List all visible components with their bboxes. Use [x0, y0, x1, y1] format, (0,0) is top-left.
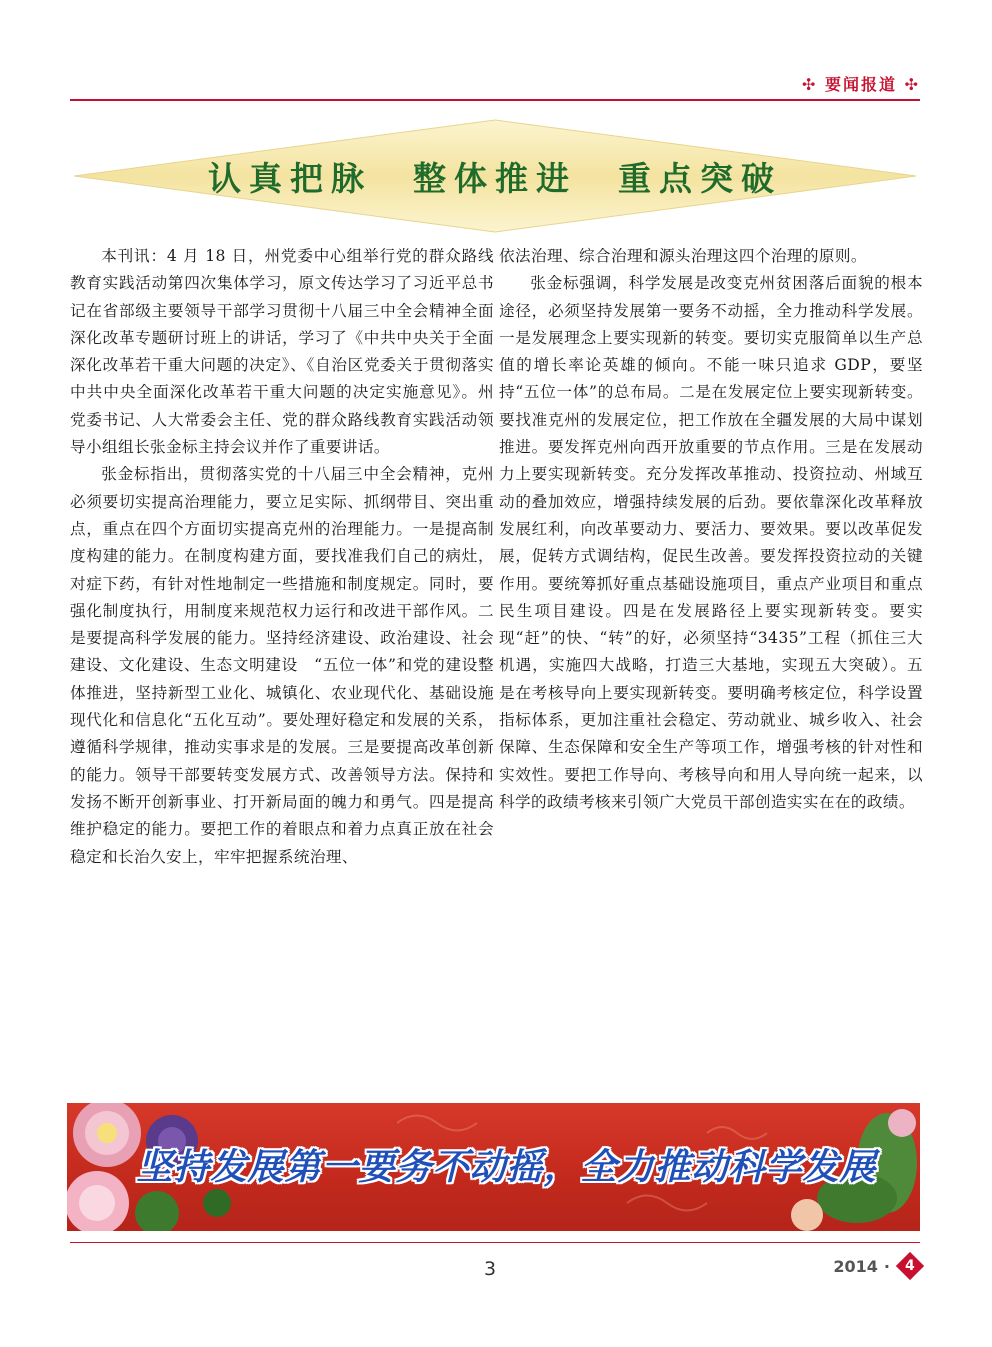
article-column-left	[70, 243, 494, 871]
page-number: 3	[484, 1258, 497, 1280]
issue-badge	[896, 1252, 924, 1280]
article-title: 认真把脉 整体推进 重点突破	[208, 158, 782, 198]
header-rule	[70, 99, 920, 101]
slogan-banner	[67, 1103, 920, 1231]
article-paragraph: 张金标指出，贯彻落实党的十八届三中全会精神，克州必须要切实提高治理能力，要立足实际、抓纲带目、突出重点，重点在四个方面切实提高克州的治理能力。一是提高制度构建的能力。在制度构建方面，要找准我们自己的病灶，对症下药，有针对性地制定一些措施和制度规定。同时，要强化制度执行，用制度来规范权力运行和改进干部作风。二是要提高科学发展的能力。坚持经济建设、政治建设、社会建设、文化建设、生态文明建设 “五位一体”和党的建设整体推进，坚持新型工业化、城镇化、农业现代化、基础设施现代化和信息化“五化互动”。要处理好稳定和发展的关系，遵循科学规律，推动实事求是的发展。三是要提高改革创新的能力。领导干部要转变发展方式、改善领导方法。保持和发扬不断开创新事业、打开新局面的魄力和勇气。四是提高维护稳定的能力。要把工作的着眼点和着力点真正放在社会稳定和长治久安上，牢牢把握系统治理、	[70, 465, 494, 866]
issue-separator: ·	[883, 1256, 890, 1276]
footer-rule	[70, 1242, 920, 1243]
article-paragraph: 张金标强调，科学发展是改变克州贫困落后面貌的根本途径，必须坚持发展第一要务不动摇，全力推动科学发展。一是发展理念上要实现新的转变。要切实克服简单以生产总值的增长率论英雄的倾向。不能一味只追求 GDP，要坚持“五位一体”的总布局。二是在发展定位上要实现新转变。要找准克州的发展定位，把工作放在全疆发展的大局中谋划推进。要发挥克州向西开放重要的节点作用。三是在发展动力上要实现新转变。充分发挥改革推动、投资拉动、州域互动的叠加效应，增强持续发展的后劲。要依靠深化改革释放发展红利，向改革要动力、要活力、要效果。要以改革促发展，促转方式调结构，促民生改善。要发挥投资拉动的关键作用。要统筹抓好重点基础设施项目，重点产业项目和重点民生项目建设。四是在发展路径上要实现新转变。要实现“赶”的快、“转”的好，必须坚持“3435”工程（抓住三大机遇，实施四大战略，打造三大基地，实现五大突破）。五是在考核导向上要实现新转变。要明确考核定位，科学设置指标体系，更加注重社会稳定、劳动就业、城乡收入、社会保障、生态保障和安全生产等项工作，增强考核的针对性和实效性。要把工作导向、考核导向和用人导向统一起来，以科学的政绩考核来引领广大党员干部创造实实在在的政绩。	[499, 274, 923, 811]
issue-info	[833, 1256, 920, 1276]
article-paragraph: 本刊讯：4 月 18 日，州党委中心组举行党的群众路线教育实践活动第四次集体学习，原文传达学习了习近平总书记在省部级主要领导干部学习贯彻十八届三中全会精神全面深化改革专题研讨班上的讲话，学习了《中共中央关于全面深化改革若干重大问题的决定》、《自治区党委关于贯彻落实中共中央全面深化改革若干重大问题的决定实施意见》。州党委书记、人大常委会主任、党的群众路线教育实践活动领导小组组长张金标主持会议并作了重要讲话。	[70, 247, 494, 457]
title-banner	[70, 116, 920, 236]
issue-year: 2014	[833, 1256, 878, 1276]
article-column-right	[499, 243, 923, 816]
section-label: ✣ 要闻报道 ✣	[802, 75, 920, 94]
article-paragraph-continued: 依法治理、综合治理和源头治理这四个治理的原则。	[499, 247, 867, 265]
banner-slogan: 坚持发展第一要务不动摇，全力推动科学发展	[136, 1146, 877, 1188]
issue-number: 4	[905, 1258, 915, 1274]
